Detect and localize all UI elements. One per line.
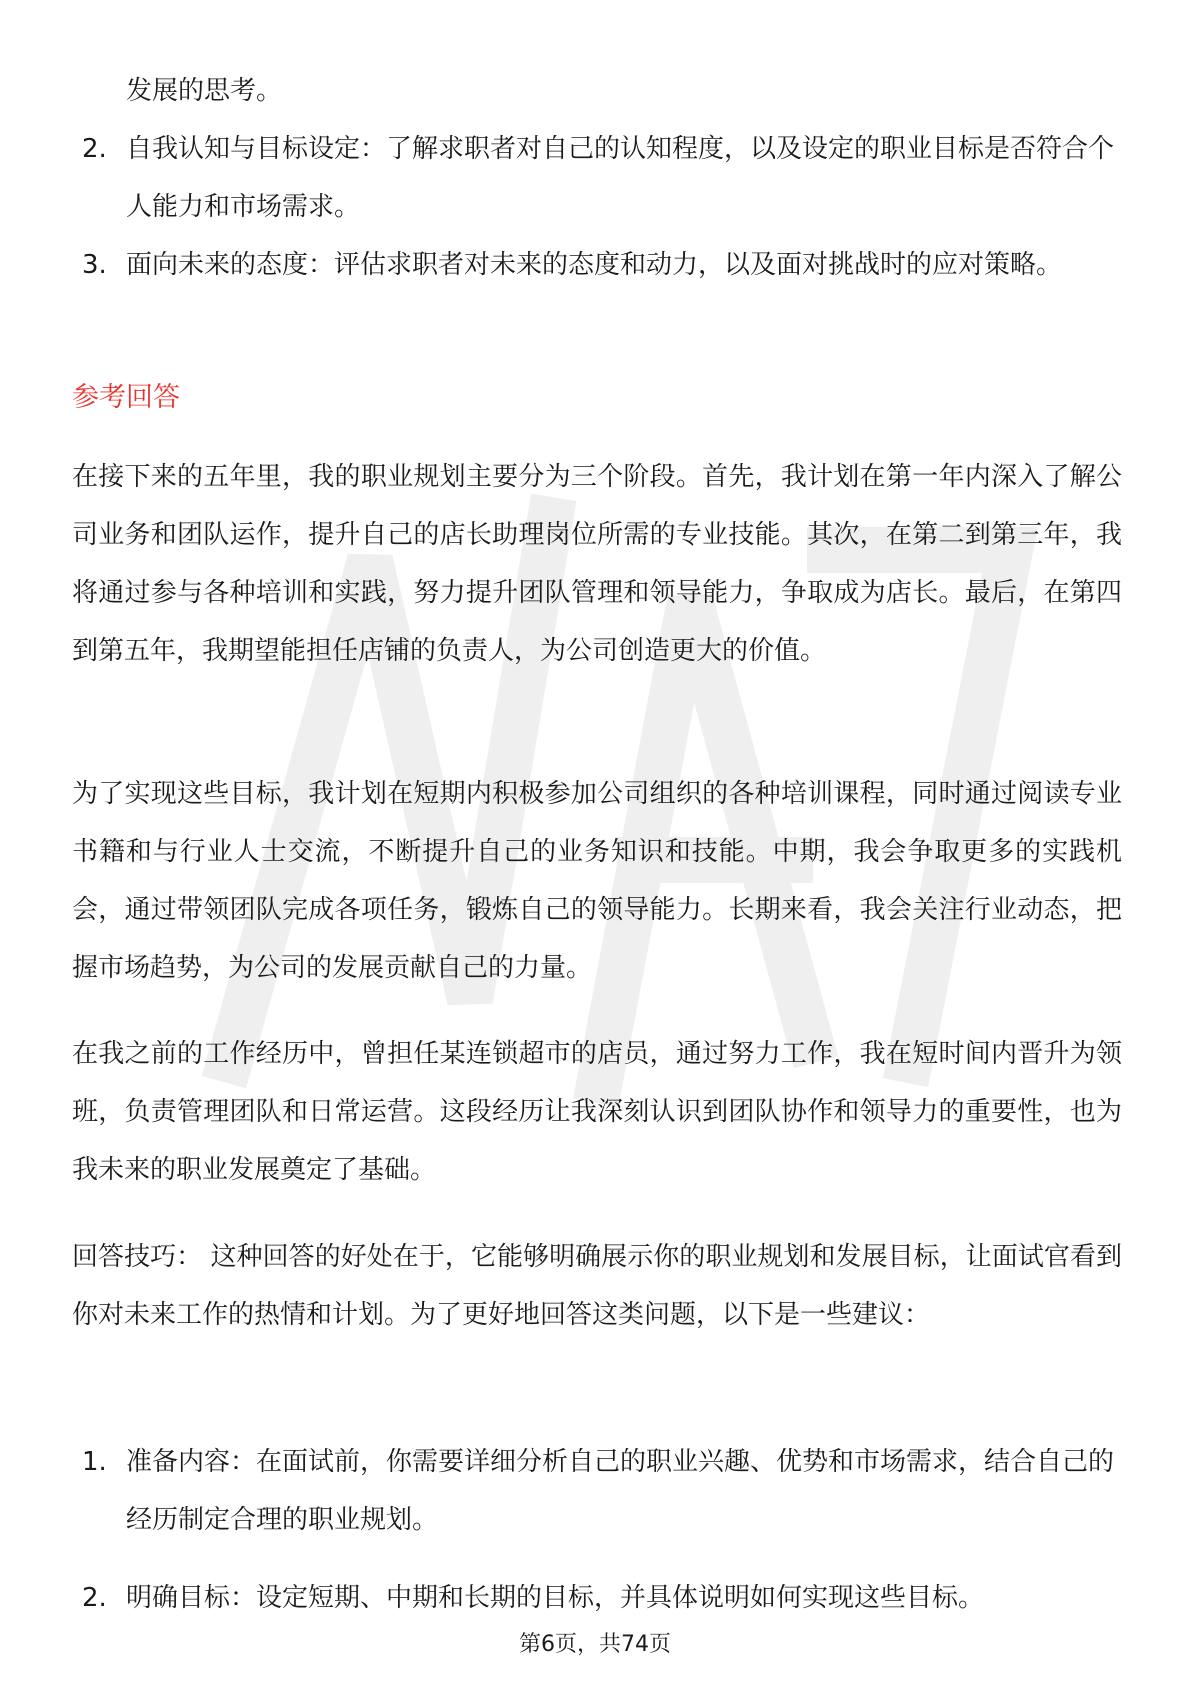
list-item bbox=[82, 236, 1122, 294]
list-item-text: 准备内容：在面试前，你需要详细分析自己的职业兴趣、优势和市场需求，结合自己的经历制定合理的职业规划。 bbox=[126, 1447, 1115, 1535]
answer-paragraph: 在接下来的五年里，我的职业规划主要分为三个阶段。首先，我计划在第一年内深入了解公司业务和团队运作，提升自己的店长助理岗位所需的专业技能。其次，在第二到第三年，我将通过参与各种培训和实践，努力提升团队管理和领导能力，争取成为店长。最后，在第四到第五年，我期望能担任店铺的负责人，为公司创造更大的价值。 bbox=[72, 462, 1122, 666]
tips-paragraph: 回答技巧： 这种回答的好处在于，它能够明确展示你的职业规划和发展目标，让面试官看到你对未来工作的热情和计划。为了更好地回答这类问题，以下是一些建议： bbox=[72, 1242, 1122, 1330]
list-item bbox=[82, 120, 1122, 236]
list-item-text: 自我认知与目标设定：了解求职者对自己的认知程度，以及设定的职业目标是否符合个人能力和市场需求。 bbox=[126, 134, 1115, 222]
page-footer: 第6页，共74页 bbox=[519, 1632, 671, 1657]
answer-paragraph: 在我之前的工作经历中，曾担任某连锁超市的店员，通过努力工作，我在短时间内晋升为领班，负责管理团队和日常运营。这段经历让我深刻认识到团队协作和领导力的重要性，也为我未来的职业发展奠定了基础。 bbox=[72, 1039, 1122, 1185]
list-number: 2. bbox=[82, 134, 107, 164]
list-number: 2. bbox=[82, 1583, 107, 1613]
suggestions-list bbox=[82, 1433, 1122, 1627]
list-continuation: 发展的思考。 bbox=[126, 76, 283, 106]
list-item bbox=[82, 1569, 1122, 1627]
list-item bbox=[82, 1433, 1122, 1549]
list-number: 1. bbox=[82, 1447, 107, 1477]
answer-paragraph: 为了实现这些目标，我计划在短期内积极参加公司组织的各种培训课程，同时通过阅读专业书籍和与行业人士交流，不断提升自己的业务知识和技能。中期，我会争取更多的实践机会，通过带领团队完成各项任务，锻炼自己的领导能力。长期来看，我会关注行业动态，把握市场趋势，为公司的发展贡献自己的力量。 bbox=[72, 779, 1122, 983]
evaluation-points-list bbox=[82, 120, 1122, 294]
section-heading: 参考回答 bbox=[72, 382, 180, 413]
list-item-text: 面向未来的态度：评估求职者对未来的态度和动力，以及面对挑战时的应对策略。 bbox=[126, 250, 1063, 280]
list-number: 3. bbox=[82, 250, 107, 280]
list-item-text: 明确目标：设定短期、中期和长期的目标，并具体说明如何实现这些目标。 bbox=[126, 1583, 985, 1613]
